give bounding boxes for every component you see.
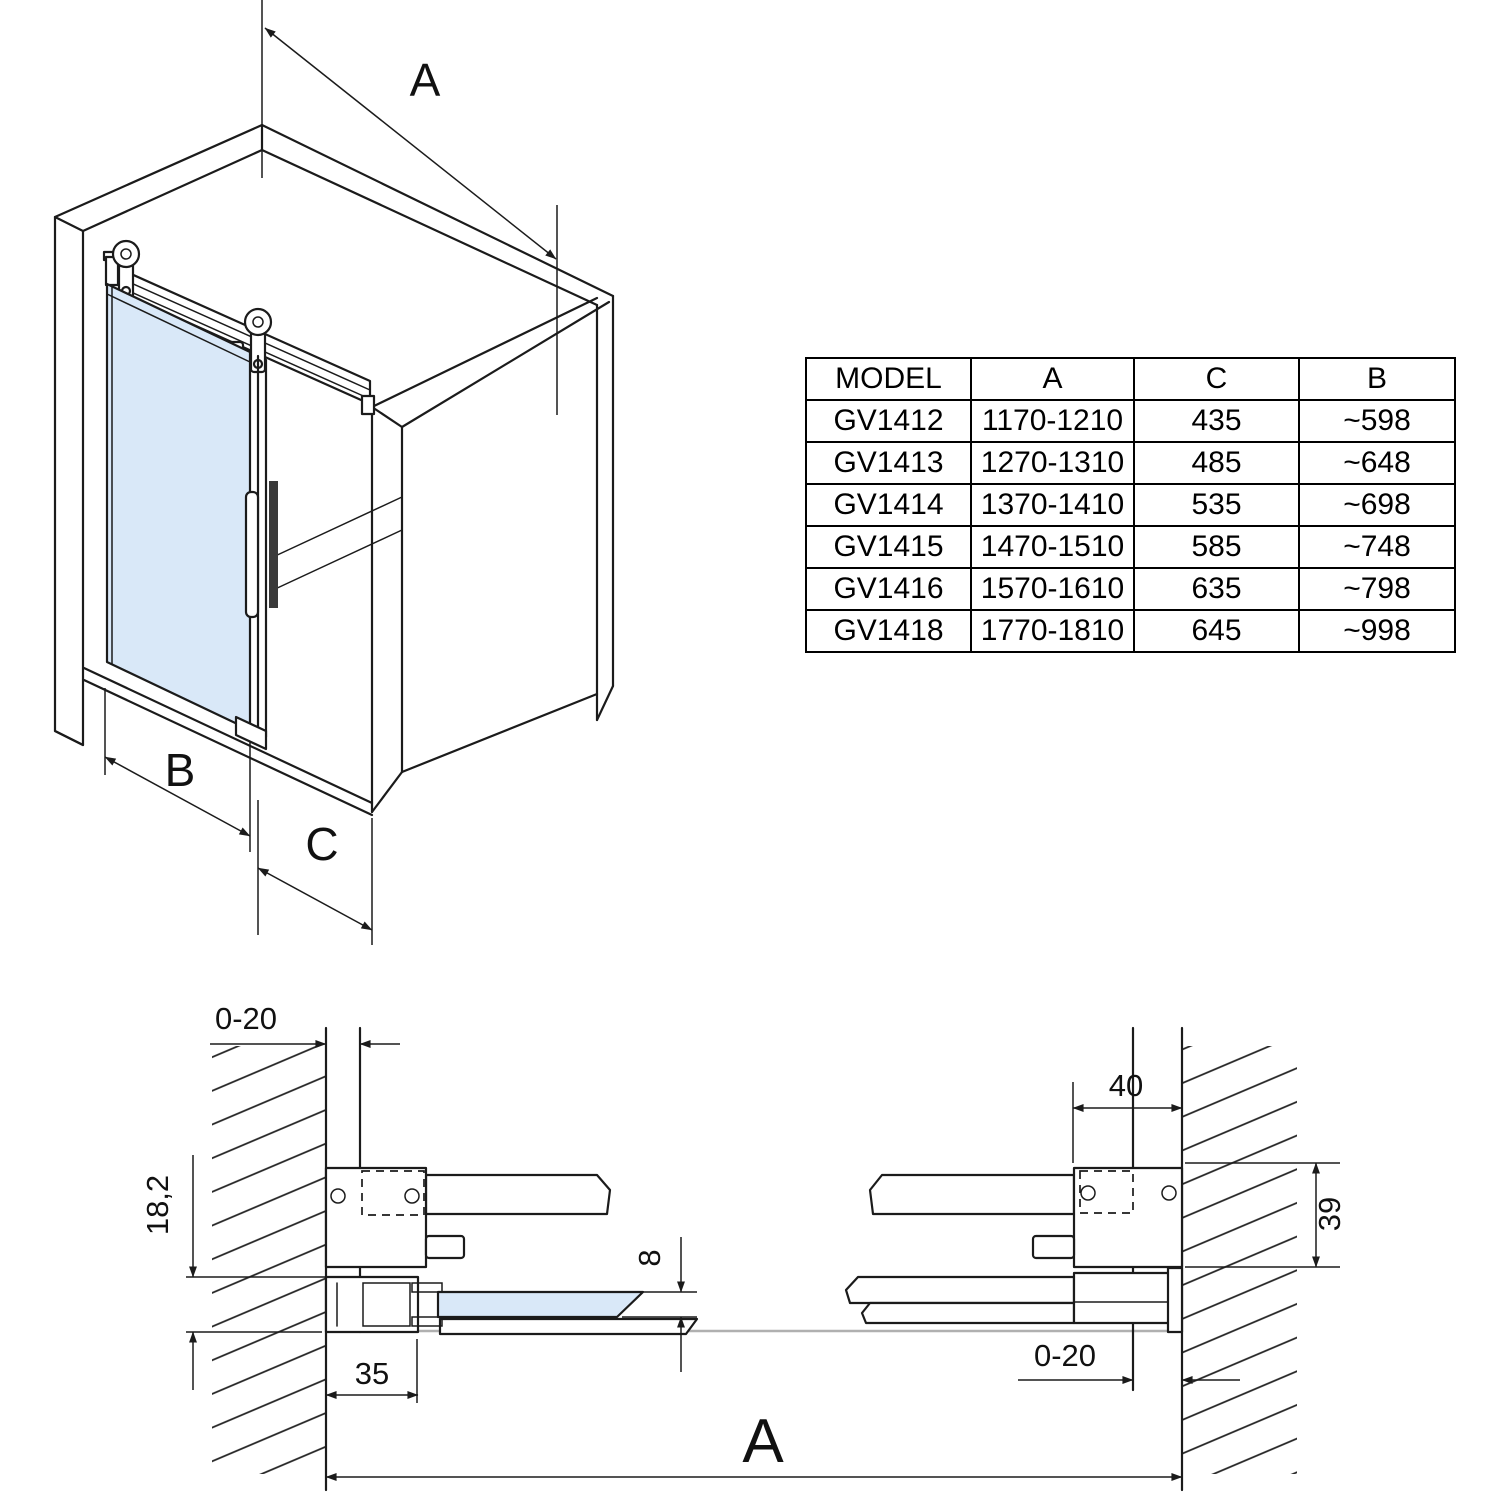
label-wall-gap-right: 0-20 [1033,1338,1097,1373]
header-c: C [1134,358,1299,400]
iso-label-B: B [164,744,196,796]
left-bracket-tab [426,1236,464,1258]
right-under-rail-2 [862,1303,1074,1323]
cell-a: 1270-1310 [971,442,1134,484]
left-wall-bracket [326,1168,426,1267]
cell-a: 1770-1810 [971,610,1134,652]
left-under-rail [440,1319,697,1334]
label-total-width: A [742,1407,784,1476]
dim-wall-gap-left [210,1001,400,1044]
cell-a: 1370-1410 [971,484,1134,526]
cell-a: 1470-1510 [971,526,1134,568]
cell-model: GV1412 [806,400,971,442]
cell-b: ~748 [1299,526,1455,568]
right-under-rail-1 [846,1277,1074,1303]
cell-model: GV1416 [806,568,971,610]
table-row [806,610,1455,652]
header-a: A [971,358,1134,400]
table-row [806,526,1455,568]
table-row [806,442,1455,484]
header-b: B [1299,358,1455,400]
cell-a: 1170-1210 [971,400,1134,442]
header-model: MODEL [806,358,971,400]
cell-b: ~648 [1299,442,1455,484]
table-row [806,568,1455,610]
label-floor-profile-width: 35 [354,1356,390,1391]
label-bracket-depth: 39 [1312,1196,1347,1232]
cell-model: GV1414 [806,484,971,526]
right-floor-profile [1074,1273,1170,1323]
rail-wall-bracket [362,396,374,414]
cell-a: 1570-1610 [971,568,1134,610]
cell-c: 435 [1134,400,1299,442]
door-seal-strip [269,481,278,608]
cell-model: GV1418 [806,610,971,652]
dim-bracket-width [1073,1068,1182,1163]
isometric-view [55,0,613,945]
left-wall-hatch [212,1046,326,1474]
cell-c: 645 [1134,610,1299,652]
cell-b: ~798 [1299,568,1455,610]
right-wall-strip [1168,1268,1182,1332]
left-floor-profile [326,1277,418,1332]
cell-b: ~698 [1299,484,1455,526]
iso-label-A: A [409,54,441,106]
iso-label-C: C [305,818,339,870]
table-row [806,484,1455,526]
label-profile-depth: 18,2 [140,1174,175,1236]
glass-section [438,1292,643,1317]
cell-c: 635 [1134,568,1299,610]
cell-model: GV1413 [806,442,971,484]
dim-glass-thickness [622,1237,697,1372]
cell-c: 485 [1134,442,1299,484]
section-right-assembly [846,1168,1182,1332]
label-bracket-width: 40 [1108,1068,1144,1103]
size-table-header-row [806,358,1455,400]
cell-model: GV1415 [806,526,971,568]
right-wall-hatch [1182,1046,1297,1474]
right-wall-bracket [1074,1168,1182,1267]
right-bracket-tab [1033,1236,1074,1258]
iso-dim-C [258,800,372,945]
cell-c: 535 [1134,484,1299,526]
dim-total-width [326,1407,1182,1477]
section-view [140,1001,1347,1490]
cell-b: ~998 [1299,610,1455,652]
right-rail-section [870,1175,1074,1214]
cell-b: ~598 [1299,400,1455,442]
dim-floor-profile-width [326,1339,418,1403]
table-row [806,400,1455,442]
size-table [805,357,1456,653]
left-rail-section [426,1175,610,1214]
label-wall-gap-left: 0-20 [214,1001,278,1036]
label-glass-thickness: 8 [632,1249,667,1267]
cell-c: 585 [1134,526,1299,568]
door-handle [246,492,258,617]
